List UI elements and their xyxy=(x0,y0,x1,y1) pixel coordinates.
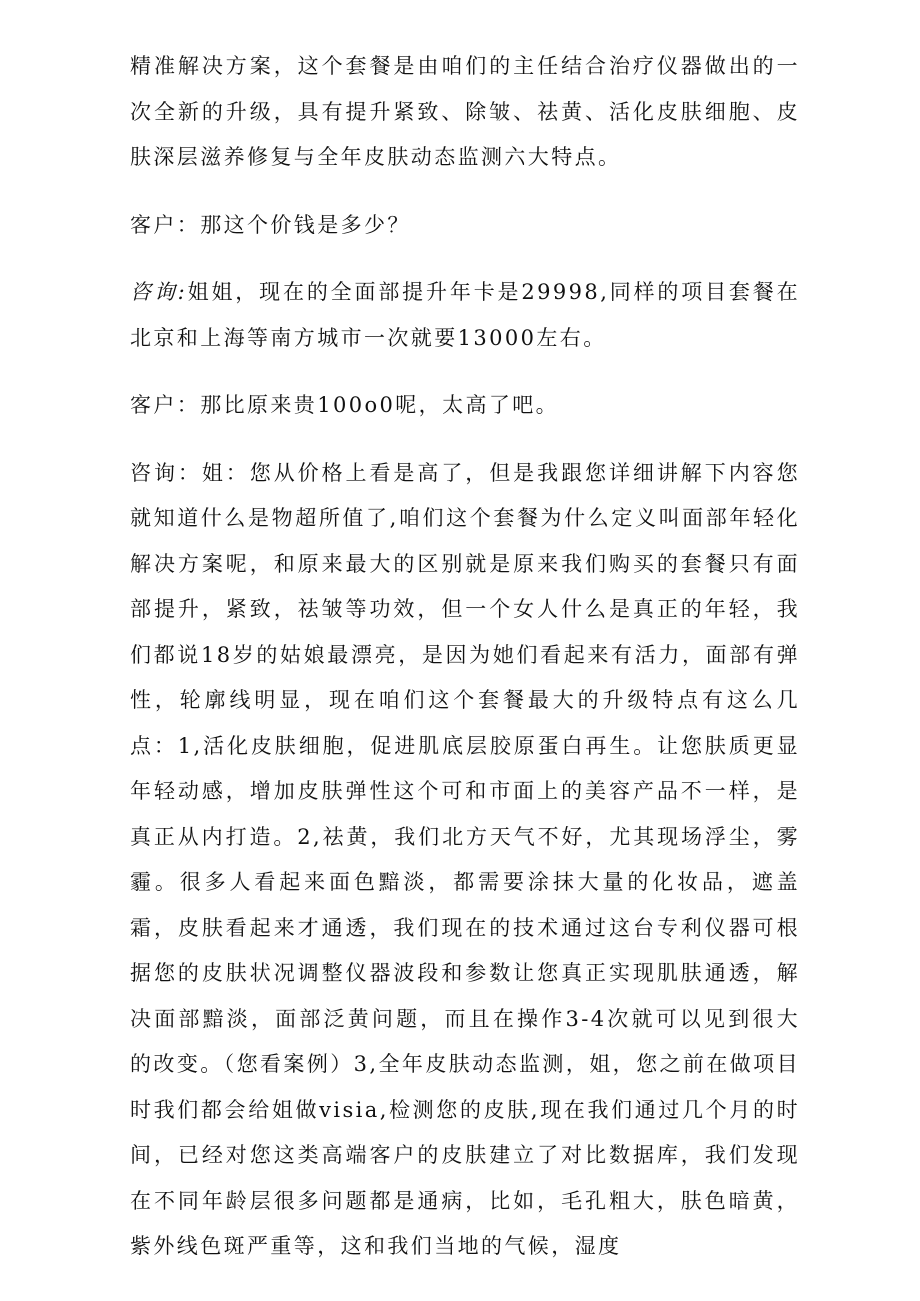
paragraph-consultant-explanation: 咨询：姐：您从价格上看是高了，但是我跟您详细讲解下内容您就知道什么是物超所值了,咱们这个套餐为什么定义叫面部年轻化解决方案呢，和原来最大的区别就是原来我们购买的套餐只有面部提升，紧致，祛皱等功效，但一个女人什么是真正的年轻，我们都说18岁的姑娘最漂亮，是因为她们看起来有活力，面部有弹性，轮廓线明显，现在咱们这个套餐最大的升级特点有这么几点：1,活化皮肤细胞，促进肌底层胶原蛋白再生。让您肤质更显年轻动感，增加皮肤弹性这个可和市面上的美容产品不一样，是真正从内打造。2,祛黄，我们北方天气不好，尤其现场浮尘，雾霾。很多人看起来面色黯淡，都需要涂抹大量的化妆品，遮盖霜，皮肤看起来才通透，我们现在的技术通过这台专利仪器可根据您的皮肤状况调整仪器波段和参数让您真正实现肌肤通透，解决面部黯淡，面部泛黄问题，而且在操作3-4次就可以见到很大的改变。（您看案例）3,全年皮肤动态监测，姐，您之前在做项目时我们都会给姐做visia,检测您的皮肤,现在我们通过几个月的时间，已经对您这类高端客户的皮肤建立了对比数据库，我们发现在不同年龄层很多问题都是通病，比如，毛孔粗大，肤色暗黄，紫外线色斑严重等，这和我们当地的气候，湿度 xyxy=(130,460,800,1258)
paragraph-customer-price-question: 客户：那这个价钱是多少？ xyxy=(130,212,411,237)
paragraph-package-intro: 精准解决方案，这个套餐是由咱们的主任结合治疗仪器做出的一次全新的升级，具有提升紧致、除皱、祛黄、活化皮肤细胞、皮肤深层滋养修复与全年皮肤动态监测六大特点。 xyxy=(130,54,800,169)
paragraph-gap xyxy=(130,361,800,383)
paragraph-customer-objection: 客户：那比原来贵100o0呢，太高了吧。 xyxy=(130,393,560,417)
paragraph-gap xyxy=(130,248,800,270)
document-page xyxy=(130,44,800,1270)
paragraph-consultant-price-answer xyxy=(130,270,800,361)
answer-text: 姐姐，现在的全面部提升年卡是29998,同样的项目套餐在北京和上海等南方城市一次就要13000左右。 xyxy=(130,280,800,350)
paragraph-gap xyxy=(130,181,800,203)
paragraph-gap xyxy=(130,429,800,451)
speaker-label: 咨询: xyxy=(130,280,188,304)
